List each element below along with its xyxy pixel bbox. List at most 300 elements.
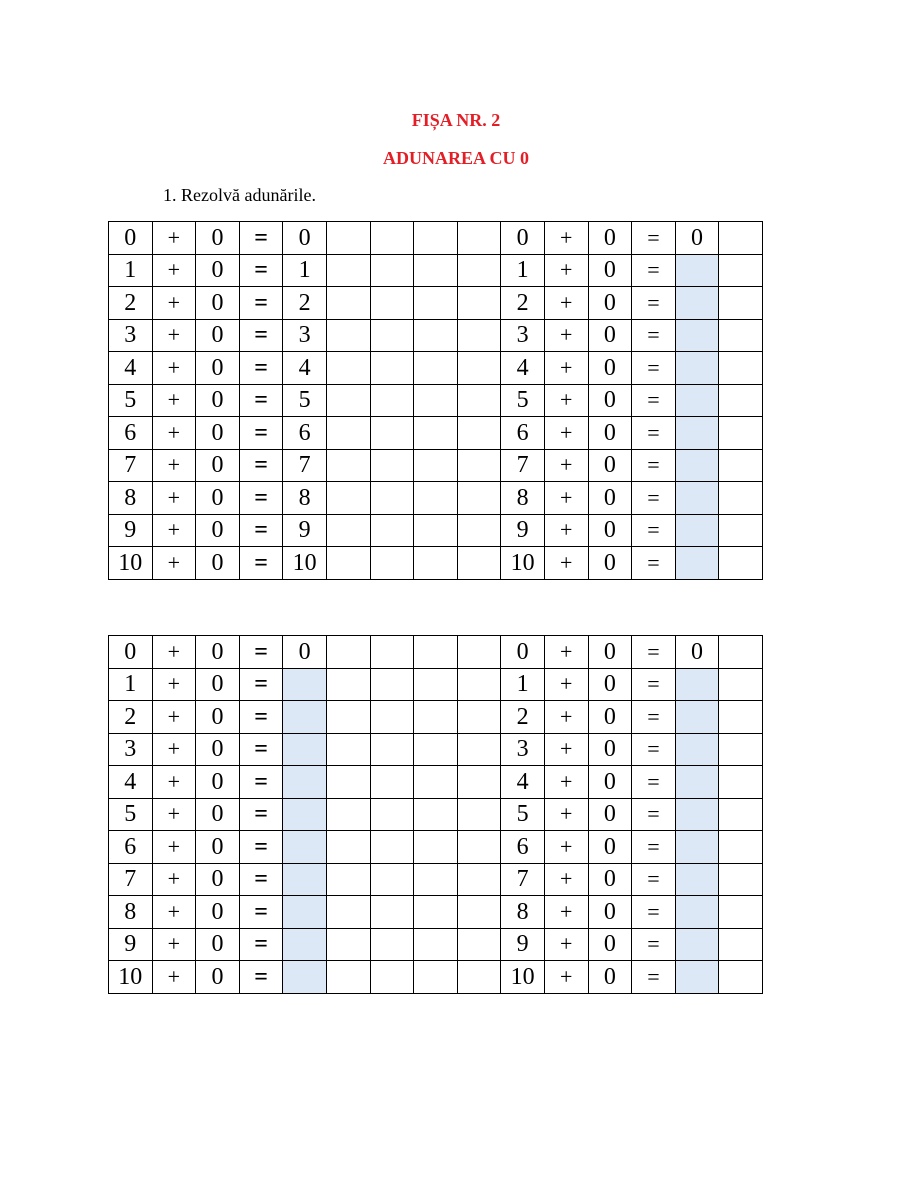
plus-sign-cell: + — [544, 831, 588, 864]
answer-box[interactable] — [283, 831, 327, 864]
empty-cell — [414, 384, 458, 417]
addend-1-cell: 2 — [501, 287, 545, 320]
addend-1-cell: 5 — [501, 384, 545, 417]
answer-box[interactable] — [675, 384, 719, 417]
plus-sign-cell: + — [152, 514, 196, 547]
addend-2-cell: 0 — [588, 417, 632, 450]
table-row — [109, 668, 763, 701]
addend-1-cell: 8 — [109, 482, 153, 515]
table-row — [109, 928, 763, 961]
equals-sign-cell: = — [239, 287, 283, 320]
table-row — [109, 961, 763, 994]
addend-1-cell: 10 — [109, 547, 153, 580]
empty-cell — [457, 636, 501, 669]
addend-1-cell: 6 — [109, 831, 153, 864]
result-cell: 5 — [283, 384, 327, 417]
addend-1-cell: 3 — [109, 733, 153, 766]
empty-cell — [719, 766, 763, 799]
empty-cell — [414, 254, 458, 287]
addend-1-cell: 1 — [109, 668, 153, 701]
addend-1-cell: 0 — [501, 222, 545, 255]
empty-cell — [370, 636, 414, 669]
addend-2-cell: 0 — [588, 319, 632, 352]
addend-1-cell: 10 — [501, 547, 545, 580]
table-row — [109, 449, 763, 482]
addend-2-cell: 0 — [196, 961, 240, 994]
empty-cell — [370, 961, 414, 994]
equals-sign-cell: = — [239, 352, 283, 385]
plus-sign-cell: + — [152, 384, 196, 417]
addend-2-cell: 0 — [196, 896, 240, 929]
result-cell: 0 — [283, 222, 327, 255]
plus-sign-cell: + — [152, 831, 196, 864]
empty-cell — [719, 896, 763, 929]
empty-cell — [326, 733, 370, 766]
empty-cell — [719, 352, 763, 385]
equals-sign-cell: = — [239, 254, 283, 287]
plus-sign-cell: + — [152, 254, 196, 287]
plus-sign-cell: + — [152, 547, 196, 580]
result-cell: 6 — [283, 417, 327, 450]
empty-cell — [370, 319, 414, 352]
empty-cell — [457, 863, 501, 896]
empty-cell — [370, 352, 414, 385]
addend-2-cell: 0 — [588, 766, 632, 799]
plus-sign-cell: + — [544, 668, 588, 701]
addend-2-cell: 0 — [196, 798, 240, 831]
plus-sign-cell: + — [544, 482, 588, 515]
addend-1-cell: 1 — [501, 668, 545, 701]
addend-1-cell: 3 — [109, 319, 153, 352]
addend-1-cell: 10 — [501, 961, 545, 994]
addend-1-cell: 6 — [109, 417, 153, 450]
empty-cell — [719, 254, 763, 287]
addend-2-cell: 0 — [196, 831, 240, 864]
addend-1-cell: 1 — [501, 254, 545, 287]
answer-box[interactable] — [675, 701, 719, 734]
empty-cell — [414, 668, 458, 701]
empty-cell — [414, 514, 458, 547]
addend-2-cell: 0 — [588, 547, 632, 580]
empty-cell — [414, 831, 458, 864]
plus-sign-cell: + — [152, 668, 196, 701]
empty-cell — [370, 514, 414, 547]
answer-box[interactable] — [283, 928, 327, 961]
empty-cell — [457, 514, 501, 547]
plus-sign-cell: + — [544, 514, 588, 547]
answer-box[interactable] — [675, 254, 719, 287]
empty-cell — [457, 733, 501, 766]
empty-cell — [370, 928, 414, 961]
addend-1-cell: 7 — [501, 863, 545, 896]
empty-cell — [326, 863, 370, 896]
addend-1-cell: 10 — [109, 961, 153, 994]
equals-sign-cell: = — [239, 798, 283, 831]
empty-cell — [457, 831, 501, 864]
equals-sign-cell: = — [239, 482, 283, 515]
addend-2-cell: 0 — [196, 287, 240, 320]
answer-box[interactable] — [675, 863, 719, 896]
answer-box[interactable] — [675, 733, 719, 766]
answer-box[interactable] — [675, 668, 719, 701]
empty-cell — [370, 701, 414, 734]
empty-cell — [457, 766, 501, 799]
empty-cell — [326, 482, 370, 515]
empty-cell — [370, 417, 414, 450]
empty-cell — [414, 961, 458, 994]
empty-cell — [326, 928, 370, 961]
result-cell: 4 — [283, 352, 327, 385]
empty-cell — [719, 928, 763, 961]
plus-sign-cell: + — [152, 449, 196, 482]
answer-box[interactable] — [283, 798, 327, 831]
plus-sign-cell: + — [152, 798, 196, 831]
empty-cell — [457, 384, 501, 417]
empty-cell — [414, 928, 458, 961]
equals-sign-cell: = — [632, 831, 676, 864]
equals-sign-cell: = — [632, 514, 676, 547]
table-row — [109, 417, 763, 450]
plus-sign-cell: + — [544, 896, 588, 929]
addend-1-cell: 7 — [109, 863, 153, 896]
empty-cell — [457, 668, 501, 701]
plus-sign-cell: + — [544, 449, 588, 482]
addend-1-cell: 8 — [501, 482, 545, 515]
addend-1-cell: 2 — [501, 701, 545, 734]
empty-cell — [719, 384, 763, 417]
plus-sign-cell: + — [544, 863, 588, 896]
answer-box[interactable] — [675, 352, 719, 385]
answer-box[interactable] — [675, 449, 719, 482]
addend-1-cell: 2 — [109, 287, 153, 320]
table-row — [109, 766, 763, 799]
empty-cell — [326, 319, 370, 352]
result-cell: 9 — [283, 514, 327, 547]
addend-2-cell: 0 — [196, 222, 240, 255]
equals-sign-cell: = — [239, 319, 283, 352]
result-cell: 1 — [283, 254, 327, 287]
addend-2-cell: 0 — [196, 547, 240, 580]
addend-1-cell: 3 — [501, 733, 545, 766]
empty-cell — [370, 668, 414, 701]
equals-sign-cell: = — [239, 701, 283, 734]
table-row — [109, 701, 763, 734]
addend-2-cell: 0 — [196, 254, 240, 287]
answer-box[interactable] — [675, 482, 719, 515]
answer-box[interactable] — [675, 319, 719, 352]
addend-2-cell: 0 — [196, 701, 240, 734]
table-row — [109, 547, 763, 580]
answer-box[interactable] — [283, 733, 327, 766]
answer-box[interactable] — [283, 896, 327, 929]
addend-2-cell: 0 — [588, 896, 632, 929]
addend-1-cell: 3 — [501, 319, 545, 352]
equals-sign-cell: = — [239, 766, 283, 799]
empty-cell — [326, 384, 370, 417]
addend-2-cell: 0 — [196, 668, 240, 701]
empty-cell — [719, 798, 763, 831]
equals-sign-cell: = — [632, 222, 676, 255]
empty-cell — [719, 319, 763, 352]
result-cell: 2 — [283, 287, 327, 320]
empty-cell — [457, 254, 501, 287]
empty-cell — [326, 287, 370, 320]
addend-2-cell: 0 — [196, 766, 240, 799]
plus-sign-cell: + — [544, 733, 588, 766]
addend-1-cell: 8 — [501, 896, 545, 929]
empty-cell — [719, 514, 763, 547]
equals-sign-cell: = — [632, 417, 676, 450]
equals-sign-cell: = — [239, 831, 283, 864]
plus-sign-cell: + — [544, 352, 588, 385]
addend-2-cell: 0 — [588, 514, 632, 547]
empty-cell — [370, 766, 414, 799]
empty-cell — [457, 701, 501, 734]
addend-1-cell: 8 — [109, 896, 153, 929]
addend-1-cell: 0 — [501, 636, 545, 669]
empty-cell — [414, 222, 458, 255]
answer-box[interactable] — [675, 547, 719, 580]
plus-sign-cell: + — [544, 384, 588, 417]
addend-1-cell: 9 — [501, 514, 545, 547]
empty-cell — [370, 449, 414, 482]
plus-sign-cell: + — [544, 287, 588, 320]
equals-sign-cell: = — [239, 547, 283, 580]
addition-table-2 — [108, 635, 763, 994]
empty-cell — [326, 352, 370, 385]
empty-cell — [457, 287, 501, 320]
plus-sign-cell: + — [152, 287, 196, 320]
equals-sign-cell: = — [632, 482, 676, 515]
empty-cell — [326, 831, 370, 864]
answer-box[interactable] — [675, 961, 719, 994]
empty-cell — [326, 222, 370, 255]
empty-cell — [457, 896, 501, 929]
empty-cell — [370, 831, 414, 864]
equals-sign-cell: = — [632, 352, 676, 385]
equals-sign-cell: = — [239, 449, 283, 482]
addend-1-cell: 5 — [501, 798, 545, 831]
addend-2-cell: 0 — [196, 417, 240, 450]
plus-sign-cell: + — [544, 928, 588, 961]
plus-sign-cell: + — [152, 417, 196, 450]
equals-sign-cell: = — [239, 896, 283, 929]
table-row — [109, 482, 763, 515]
equals-sign-cell: = — [632, 766, 676, 799]
plus-sign-cell: + — [544, 766, 588, 799]
empty-cell — [326, 417, 370, 450]
empty-cell — [370, 287, 414, 320]
empty-cell — [370, 222, 414, 255]
equals-sign-cell: = — [239, 733, 283, 766]
addend-2-cell: 0 — [196, 482, 240, 515]
equals-sign-cell: = — [632, 928, 676, 961]
empty-cell — [414, 636, 458, 669]
answer-box[interactable] — [675, 766, 719, 799]
equals-sign-cell: = — [239, 668, 283, 701]
empty-cell — [457, 449, 501, 482]
worksheet-title: FIȘA NR. 2 — [411, 110, 501, 130]
equals-sign-cell: = — [632, 798, 676, 831]
answer-box[interactable] — [283, 701, 327, 734]
addend-1-cell: 6 — [501, 831, 545, 864]
equals-sign-cell: = — [632, 961, 676, 994]
empty-cell — [370, 896, 414, 929]
exercise-instruction: 1. Rezolvă adunările. — [163, 185, 316, 205]
empty-cell — [326, 636, 370, 669]
plus-sign-cell: + — [544, 636, 588, 669]
equals-sign-cell: = — [239, 222, 283, 255]
empty-cell — [719, 733, 763, 766]
equals-sign-cell: = — [239, 384, 283, 417]
empty-cell — [457, 482, 501, 515]
empty-cell — [326, 896, 370, 929]
plus-sign-cell: + — [152, 352, 196, 385]
empty-cell — [457, 547, 501, 580]
addend-2-cell: 0 — [588, 961, 632, 994]
equals-sign-cell: = — [239, 863, 283, 896]
empty-cell — [326, 514, 370, 547]
empty-cell — [414, 733, 458, 766]
plus-sign-cell: + — [544, 319, 588, 352]
plus-sign-cell: + — [152, 636, 196, 669]
addend-2-cell: 0 — [588, 254, 632, 287]
result-cell: 0 — [675, 222, 719, 255]
answer-box[interactable] — [675, 514, 719, 547]
table-row — [109, 798, 763, 831]
equals-sign-cell: = — [632, 863, 676, 896]
addend-2-cell: 0 — [588, 733, 632, 766]
addend-2-cell: 0 — [588, 384, 632, 417]
result-cell: 10 — [283, 547, 327, 580]
empty-cell — [719, 831, 763, 864]
addend-2-cell: 0 — [588, 222, 632, 255]
addend-2-cell: 0 — [588, 287, 632, 320]
worksheet-subtitle: ADUNAREA CU 0 — [382, 148, 529, 168]
table-row — [109, 863, 763, 896]
addend-1-cell: 6 — [501, 417, 545, 450]
empty-cell — [719, 287, 763, 320]
empty-cell — [414, 449, 458, 482]
addend-1-cell: 4 — [109, 766, 153, 799]
empty-cell — [326, 961, 370, 994]
addend-2-cell: 0 — [588, 668, 632, 701]
empty-cell — [719, 863, 763, 896]
addend-2-cell: 0 — [588, 636, 632, 669]
addend-2-cell: 0 — [196, 319, 240, 352]
empty-cell — [370, 254, 414, 287]
answer-box[interactable] — [283, 766, 327, 799]
plus-sign-cell: + — [152, 961, 196, 994]
answer-box[interactable] — [675, 896, 719, 929]
addend-1-cell: 5 — [109, 798, 153, 831]
addend-2-cell: 0 — [588, 482, 632, 515]
addend-2-cell: 0 — [588, 352, 632, 385]
empty-cell — [414, 547, 458, 580]
answer-box[interactable] — [283, 961, 327, 994]
empty-cell — [457, 417, 501, 450]
plus-sign-cell: + — [544, 798, 588, 831]
plus-sign-cell: + — [544, 701, 588, 734]
addend-1-cell: 7 — [109, 449, 153, 482]
empty-cell — [326, 547, 370, 580]
empty-cell — [326, 668, 370, 701]
equals-sign-cell: = — [632, 701, 676, 734]
equals-sign-cell: = — [632, 547, 676, 580]
answer-box[interactable] — [283, 863, 327, 896]
addend-2-cell: 0 — [196, 514, 240, 547]
empty-cell — [326, 701, 370, 734]
empty-cell — [370, 798, 414, 831]
empty-cell — [719, 701, 763, 734]
addend-2-cell: 0 — [196, 636, 240, 669]
empty-cell — [457, 961, 501, 994]
plus-sign-cell: + — [152, 863, 196, 896]
plus-sign-cell: + — [544, 961, 588, 994]
addend-2-cell: 0 — [196, 863, 240, 896]
addend-2-cell: 0 — [196, 928, 240, 961]
plus-sign-cell: + — [152, 928, 196, 961]
addend-2-cell: 0 — [588, 701, 632, 734]
empty-cell — [326, 254, 370, 287]
addend-1-cell: 4 — [501, 352, 545, 385]
empty-cell — [719, 222, 763, 255]
plus-sign-cell: + — [544, 254, 588, 287]
addend-1-cell: 0 — [109, 222, 153, 255]
addend-2-cell: 0 — [196, 449, 240, 482]
equals-sign-cell: = — [632, 287, 676, 320]
plus-sign-cell: + — [152, 733, 196, 766]
table-row — [109, 319, 763, 352]
empty-cell — [414, 482, 458, 515]
empty-cell — [719, 547, 763, 580]
equals-sign-cell: = — [632, 449, 676, 482]
addend-1-cell: 4 — [109, 352, 153, 385]
addend-2-cell: 0 — [588, 863, 632, 896]
addend-2-cell: 0 — [196, 733, 240, 766]
empty-cell — [370, 482, 414, 515]
answer-box[interactable] — [675, 831, 719, 864]
answer-box[interactable] — [675, 928, 719, 961]
table-row — [109, 831, 763, 864]
empty-cell — [326, 798, 370, 831]
table-row — [109, 352, 763, 385]
empty-cell — [414, 863, 458, 896]
plus-sign-cell: + — [152, 896, 196, 929]
empty-cell — [414, 766, 458, 799]
answer-box[interactable] — [675, 798, 719, 831]
answer-box[interactable] — [675, 287, 719, 320]
result-cell: 0 — [283, 636, 327, 669]
empty-cell — [414, 352, 458, 385]
answer-box[interactable] — [283, 668, 327, 701]
equals-sign-cell: = — [632, 319, 676, 352]
plus-sign-cell: + — [152, 701, 196, 734]
empty-cell — [370, 733, 414, 766]
equals-sign-cell: = — [632, 384, 676, 417]
result-cell: 3 — [283, 319, 327, 352]
empty-cell — [457, 319, 501, 352]
addend-1-cell: 9 — [501, 928, 545, 961]
equals-sign-cell: = — [632, 896, 676, 929]
addend-1-cell: 2 — [109, 701, 153, 734]
table-row — [109, 222, 763, 255]
table-row — [109, 384, 763, 417]
addend-1-cell: 9 — [109, 928, 153, 961]
answer-box[interactable] — [675, 417, 719, 450]
equals-sign-cell: = — [632, 636, 676, 669]
addend-1-cell: 1 — [109, 254, 153, 287]
